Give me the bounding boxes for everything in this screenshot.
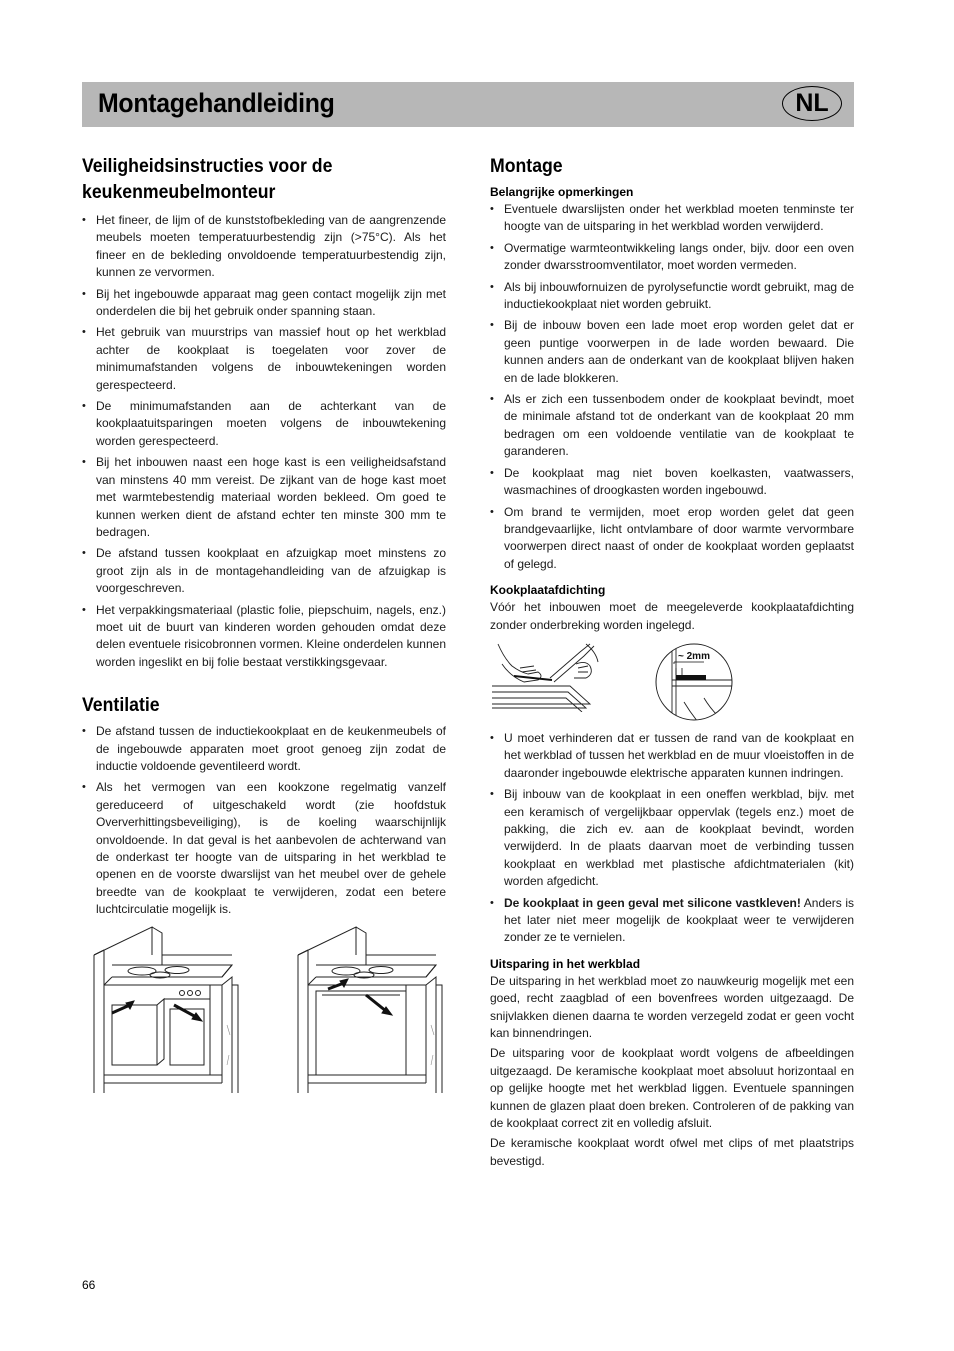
list-item: • Bij het ingebouwde apparaat mag geen contact mogelijk zijn met onderdelen die bij het gebruik onder spanning staan. — [82, 286, 446, 321]
left-column — [82, 154, 446, 1095]
list-item: • Bij de inbouw boven een lade moet erop worden gelet dat er geen puntige voorwerpen in de lade worden bewaard. Die kunnen anders aan de onderkant van de kookplaat blijven haken en de lade blokkeren. — [490, 317, 854, 387]
list-item: • De minimumafstanden aan de achterkant van de kookplaatuitsparingen moeten volgens de inbouwtekening worden gerespecteerd. — [82, 398, 446, 450]
seal-list — [490, 730, 854, 947]
ventilation-illustrations — [82, 925, 446, 1095]
list-item: • Het verpakkingsmateriaal (plastic folie, piepschuim, nagels, enz.) moet uit de buurt van kinderen worden gehouden omdat deze delen eventuele risicobronnen vormen. Kleine onderdelen kunnen worden ingeslikt en bij folie bestaat verstikkingsgevaar. — [82, 602, 446, 672]
safety-list — [82, 212, 446, 671]
cutout-subheading: Uitsparing in het werkblad — [490, 956, 641, 971]
seal-illustrations — [490, 642, 854, 722]
list-item: • Het fineer, de lijm of de kunststofbekleding van de aangrenzende meubels moeten temperatuurbestendig zijn (>75°C). Als het fineer en de bekleding onvoldoende temperatuurbestendig zijn, kunnen ze vervormen. — [82, 212, 446, 282]
list-item: • Als het vermogen van een kookzone regelmatig vanzelf gereduceerd of uitgeschakeld wordt (zie hoofdstuk Oververhittingsbeveiliging), is de koeling waarschijnlijk onvoldoende. In dat geval is het aanbevolen de achterwand van de onderkast ter hoogte van de uitsparing in het werkblad te openen en de voorste dwarslijst van het meubel over de gehele breedte van de kookplaat te verwijderen, zodat een betere luchtcirculatie mogelijk is. — [82, 779, 446, 918]
language-badge: NL — [782, 86, 842, 121]
list-item: • De afstand tussen de inductiekookplaat en de keukenmeubels of de ingebouwde apparaten moet groot genoeg zijn zodat de inductie voldoende geventileerd wordt. — [82, 723, 446, 775]
page-title: Montagehandleiding — [98, 88, 335, 118]
page-number: 66 — [82, 1278, 96, 1292]
cutout-paragraph: De uitsparing voor de kookplaat wordt volgens de afbeeldingen uitgezaagd. De keramische kookplaat moet absoluut horizontaal en op gelijke hoogte met het werkblad liggen. Eventuele spanningen kunnen de glazen plaat doen breken. Controleren of de pakking van de kookplaat correct zit en volledig afsluit. — [490, 1046, 854, 1131]
drawer-cabinet-illustration — [286, 925, 446, 1095]
list-item: • De kookplaat mag niet boven koelkasten, vaatwassers, wasmachines of droogkasten worden ingebouwd. — [490, 465, 854, 500]
notes-list — [490, 201, 854, 573]
list-item: • Als er zich een tussenbodem onder de kookplaat bevindt, moet de minimale afstand tot de onderkant van de kookplaat 20 mm bedragen om een voldoende ventilatie van de kookplaat te garanderen. — [490, 391, 854, 461]
right-column — [490, 154, 854, 1173]
safety-heading: Veiligheidsinstructies voor de keukenmeubelmonteur — [82, 156, 333, 203]
warning-bold-text: De kookplaat in geen geval met silicone vastkleven! — [504, 895, 801, 910]
notes-subheading: Belangrijke opmerkingen — [490, 185, 634, 199]
list-item: • Bij inbouw van de kookplaat in een oneffen werkblad, bijv. met een keramisch of vergelijkbaar oppervlak (tegels enz.) moet de pakking, die zich ev. aan de kookplaat bevindt, worden verwijderd. In de plaats daarvan moet de verbinding tussen kookplaat en werkblad met plastische afdichtmaterialen (kit) worden afgedicht. — [490, 786, 854, 890]
cutout-paragraph: De keramische kookplaat wordt ofwel met clips of met plaatstrips bevestigd. — [490, 1136, 854, 1168]
ventilation-heading: Ventilatie — [82, 695, 160, 717]
list-item: • De afstand tussen kookplaat en afzuigkap moet minstens zo groot zijn als in de montagehandleiding van de afzuigkap is voorgeschreven. — [82, 545, 446, 597]
warning-item — [490, 895, 854, 947]
list-item: • Het gebruik van muurstrips van massief hout op het werkblad achter de kookplaat is toegelaten voor zover de minimumafstanden volgens de inbouwtekeningen worden gerespecteerd. — [82, 324, 446, 394]
seal-application-illustration — [490, 642, 602, 712]
seal-subheading: Kookplaatafdichting — [490, 583, 606, 598]
cutout-paragraph: De uitsparing in het werkblad moet zo nauwkeurig mogelijk met een goed, recht zaagblad of een bovenfrees worden uitgezaagd. De snijvlakken dienen daarna te worden verzegeld zodat er geen vocht kan binnendringen. — [490, 973, 854, 1041]
list-item: • Overmatige warmteontwikkeling langs onder, bijv. door een oven zonder dwarsstroomventilator, moet worden vermeden. — [490, 240, 854, 275]
list-item: • Eventuele dwarslijsten onder het werkblad moeten tenminste ter hoogte van de uitsparing in het werkblad worden verwijderd. — [490, 201, 854, 236]
list-item: • U moet verhinderen dat er tussen de rand van de kookplaat en het werkblad of tussen het werkblad en de muur vloeistoffen in de daaronder ingebouwde elektrische apparaten kunnen indringen. — [490, 730, 854, 782]
page-header — [82, 82, 854, 127]
list-item: • Om brand te vermijden, moet erop worden gelet dat geen brandgevaarlijke, licht ontvlambare of door warmte vervormbare voorwerpen direct naast of onder de kookplaat worden geplaatst of gelegd. — [490, 504, 854, 574]
seal-text: Vóór het inbouwen moet de meegeleverde kookplaatafdichting zonder onderbreking worden ingelegd. — [490, 600, 854, 632]
warning-text: Anders is het later niet meer mogelijk de kookplaat weer te verwijderen zonder ze te vernielen. — [504, 895, 854, 945]
list-item: • Bij het inbouwen naast een hoge kast is een veiligheidsafstand van minstens 40 mm vereist. De zijkant van de hoge kast moet met warmtebestendig materiaal worden bekleed. Om goed te kunnen werken dient de afstand echter ten minste 300 mm te bedragen. — [82, 454, 446, 541]
montage-heading: Montage — [490, 156, 563, 177]
seal-detail-illustration — [654, 642, 734, 722]
list-item: • Als bij inbouwfornuizen de pyrolysefunctie wordt gebruikt, mag de inductiekookplaat niet worden gebruikt. — [490, 279, 854, 314]
ventilation-list — [82, 723, 446, 918]
oven-cabinet-illustration — [82, 925, 242, 1095]
seal-gap-label: ~ 2mm — [678, 650, 710, 662]
